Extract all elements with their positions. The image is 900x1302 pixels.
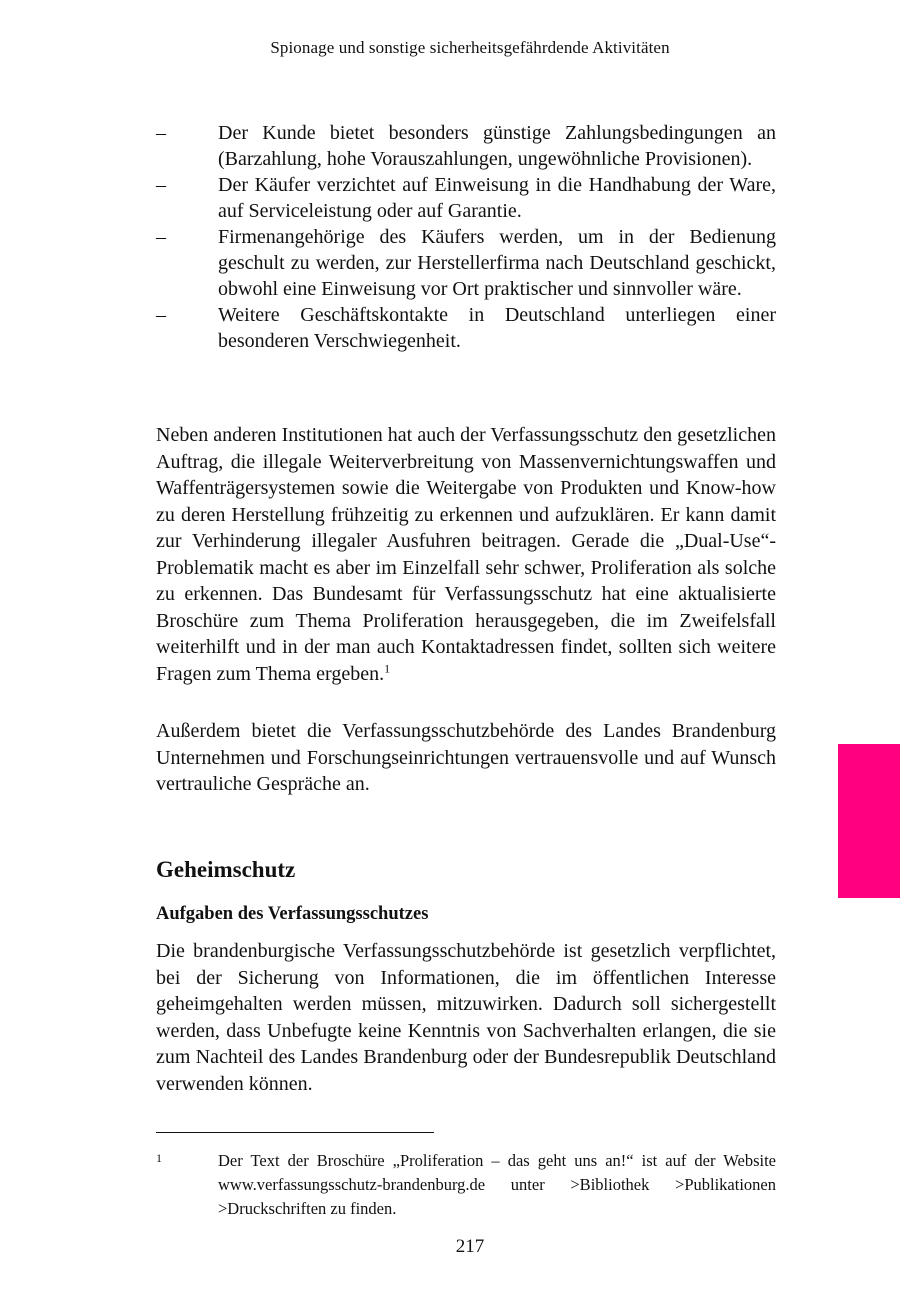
chapter-thumb-tab [838,744,900,898]
footnote-reference[interactable]: 1 [384,660,391,675]
bullet-dash: – [156,304,166,326]
bullet-item [156,172,776,224]
bullet-item [156,120,776,172]
section-heading: Geheimschutz [156,857,296,882]
bullet-dash: – [156,122,166,144]
paragraph-consultation: Außerdem bietet die Verfassungsschutzbehörde des Landes Brandenburg Unternehmen und Forschungseinrichtungen vertrauensvolle und auf Wunsch vertrauliche Gespräche an. [156,720,776,795]
bullet-text: Firmenangehörige des Käufers werden, um in der Bedienung geschult zu werden, zur Herstellerfirma nach Deutschland geschickt, obwohl eine Einweisung vor Ort praktischer und sinnvoller wäre. [218,226,776,300]
bullet-text: Weitere Geschäftskontakte in Deutschland unterliegen einer besonderen Verschwiegenheit. [218,304,776,352]
subsection-heading: Aufgaben des Verfassungsschutzes [156,904,429,924]
paragraph-text: Neben anderen Institutionen hat auch der Verfassungsschutz den gesetzlichen Auftrag, die illegale Weiterverbreitung von Massenvernichtungswaffen und Waffenträgersystemen sowie die Weitergabe von Produkten und Know-how zu deren Herstellung frühzeitig zu erkennen und aufzuklären. Er kann damit zur Verhinderung illegaler Ausfuhren beitragen. Gerade die „Dual-Use“-Problematik macht es aber im Einzelfall sehr schwer, Proliferation als solche zu erkennen. Das Bundesamt für Verfassungsschutz hat eine aktualisierte Broschüre zum Thema Proliferation herausgegeben, die im Zweifelsfall weiterhilft und in der man auch Kontaktadressen findet, sollten sich weitere Fragen zum Thema ergeben. [156,424,776,685]
bullet-text: Der Kunde bietet besonders günstige Zahlungsbedingungen an (Barzahlung, hohe Vorauszahlungen, ungewöhnliche Provisionen). [218,122,776,170]
footnote-text: Der Text der Broschüre „Proliferation – das geht uns an!“ ist auf der Website www.verfassungsschutz-brandenburg.de unter >Bibliothek >Publikationen >Druckschriften zu finden. [218,1151,776,1218]
bullet-list [156,120,776,354]
bullet-text: Der Käufer verzichtet auf Einweisung in die Handhabung der Ware, auf Serviceleistung oder auf Garantie. [218,174,776,222]
paragraph-proliferation [156,422,776,687]
bullet-dash: – [156,226,166,248]
footnote-number: 1 [156,1151,162,1165]
footnote [156,1149,776,1221]
paragraph-secrecy: Die brandenburgische Verfassungsschutzbehörde ist gesetzlich verpflichtet, bei der Sicherung von Informationen, die im öffentlichen Interesse geheimgehalten werden müssen, mitzuwirken. Dadurch soll sichergestellt werden, dass Unbefugte keine Kenntnis von Sachverhalten erlangen, die sie zum Nachteil des Landes Brandenburg oder der Bundesrepublik Deutschland verwenden können. [156,940,776,1095]
running-header: Spionage und sonstige sicherheitsgefährdende Aktivitäten [270,38,670,57]
bullet-item [156,224,776,302]
footnote-divider [156,1132,434,1133]
bullet-item [156,302,776,354]
page-number: 217 [455,1236,485,1257]
bullet-dash: – [156,174,166,196]
